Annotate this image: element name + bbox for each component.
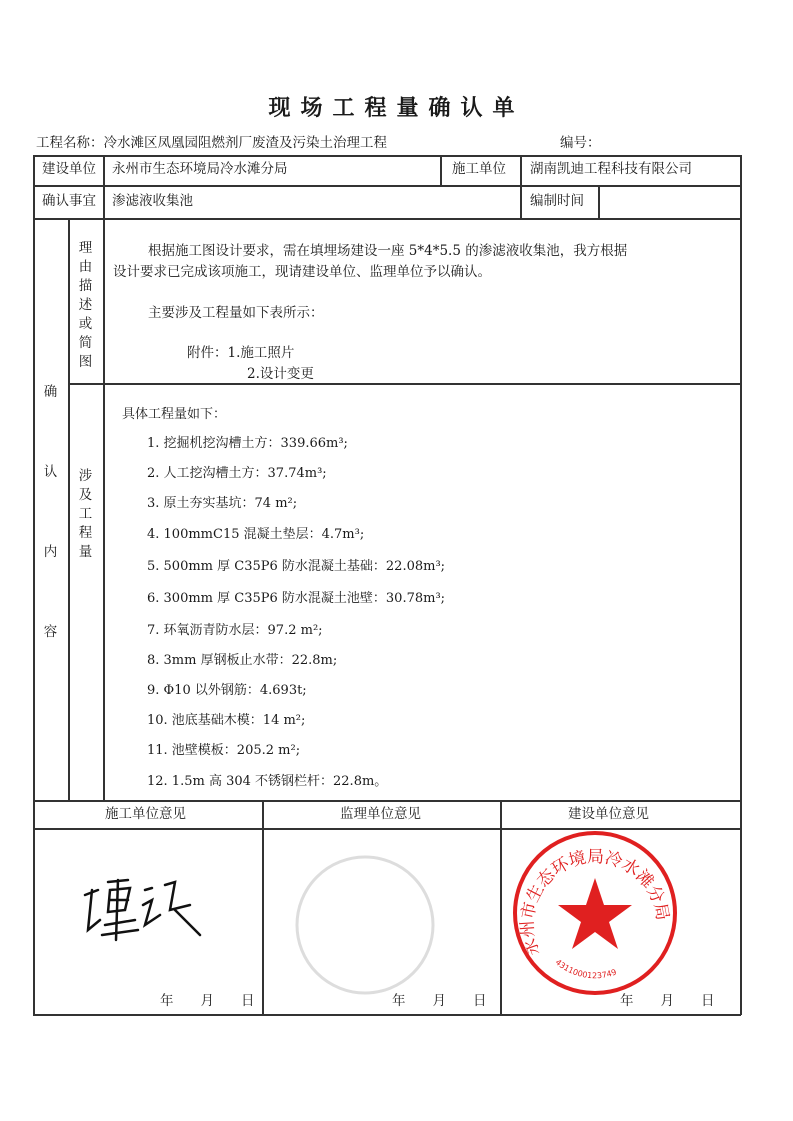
owner-date: 年 月 日 (620, 993, 715, 1009)
quantity-label: 涉 及 工 程 量 (78, 468, 93, 560)
list-item: 10. 池底基础木模：14 m²; (147, 713, 306, 728)
reason-label: 理 由 描 述 或 简 图 (78, 240, 93, 370)
col-divider (520, 155, 522, 218)
quantity-intro: 具体工程量如下： (122, 407, 227, 422)
col-divider (598, 185, 600, 218)
list-item: 6. 300mm 厚 C35P6 防水混凝土池壁：30.78m³; (147, 591, 446, 606)
reason-line-2: 设计要求已完成该项施工，现请建设单位、监理单位予以确认。 (113, 264, 491, 280)
stamp-text: 永州市生态环境局冷水滩分局 (517, 847, 673, 959)
owner-opinion-label: 建设单位意见 (568, 806, 649, 822)
list-item: 3. 原土夯实基坑：74 m²; (147, 496, 298, 511)
list-item: 2. 人工挖沟槽土方：37.74m³; (147, 466, 327, 481)
table-border-right (740, 155, 742, 1015)
faint-seal (280, 850, 450, 1000)
matter-value: 渗滤液收集池 (112, 193, 193, 209)
list-item: 11. 池壁模板：205.2 m²; (147, 743, 301, 758)
contractor-date: 年 月 日 (160, 993, 255, 1009)
contractor-value: 湖南凯迪工程科技有限公司 (530, 161, 692, 177)
serial-number-label: 编号： (560, 135, 601, 151)
attachment-1: 附件：1.施工照片 (187, 345, 295, 361)
col-divider (440, 155, 442, 185)
official-stamp (510, 828, 680, 998)
section-label: 确 认 内 容 (43, 384, 58, 640)
stamp-code: 4311000123749 (553, 957, 618, 981)
list-item: 5. 500mm 厚 C35P6 防水混凝土基础：22.08m³; (147, 559, 446, 574)
list-item: 4. 100mmC15 混凝土垫层：4.7m³; (147, 527, 365, 542)
list-item: 9. Φ10 以外钢筋：4.693t; (147, 683, 307, 698)
col-divider (262, 800, 264, 1014)
reason-line-3: 主要涉及工程量如下表所示： (148, 305, 324, 321)
row-divider (33, 218, 741, 220)
row-divider (68, 383, 741, 385)
supervisor-date: 年 月 日 (392, 993, 487, 1009)
row-divider (33, 800, 741, 802)
svg-text:4311000123749 (554, 958, 618, 981)
contractor-label: 施工单位 (452, 161, 506, 177)
contractor-opinion-label: 施工单位意见 (105, 806, 186, 822)
document-title: 现场工程量确认单 (268, 96, 525, 121)
col-divider (500, 800, 502, 1014)
attachment-2: 2.设计变更 (247, 366, 314, 382)
table-border-bottom (33, 1014, 741, 1016)
handwritten-signature (80, 870, 210, 950)
row-divider (33, 185, 741, 187)
date-label: 编制时间 (530, 193, 584, 209)
table-border-top (33, 155, 741, 157)
project-name: 工程名称：冷水滩区凤凰园阻燃剂厂废渣及污染土治理工程 (36, 135, 387, 151)
col-divider (103, 218, 105, 800)
matter-label: 确认事宜 (42, 193, 96, 209)
list-item: 7. 环氧沥青防水层：97.2 m²; (147, 623, 323, 638)
col-divider (103, 155, 105, 218)
reason-line-1: 根据施工图设计要求，需在填埋场建设一座 5*4*5.5 的渗滤液收集池，我方根据 (148, 243, 628, 259)
owner-label: 建设单位 (42, 161, 96, 177)
supervisor-opinion-label: 监理单位意见 (340, 806, 421, 822)
list-item: 8. 3mm 厚钢板止水带：22.8m; (147, 653, 338, 668)
list-item: 12. 1.5m 高 304 不锈钢栏杆：22.8m。 (147, 774, 388, 789)
owner-value: 永州市生态环境局冷水滩分局 (112, 161, 288, 177)
list-item: 1. 挖掘机挖沟槽土方：339.66m³; (147, 436, 348, 451)
